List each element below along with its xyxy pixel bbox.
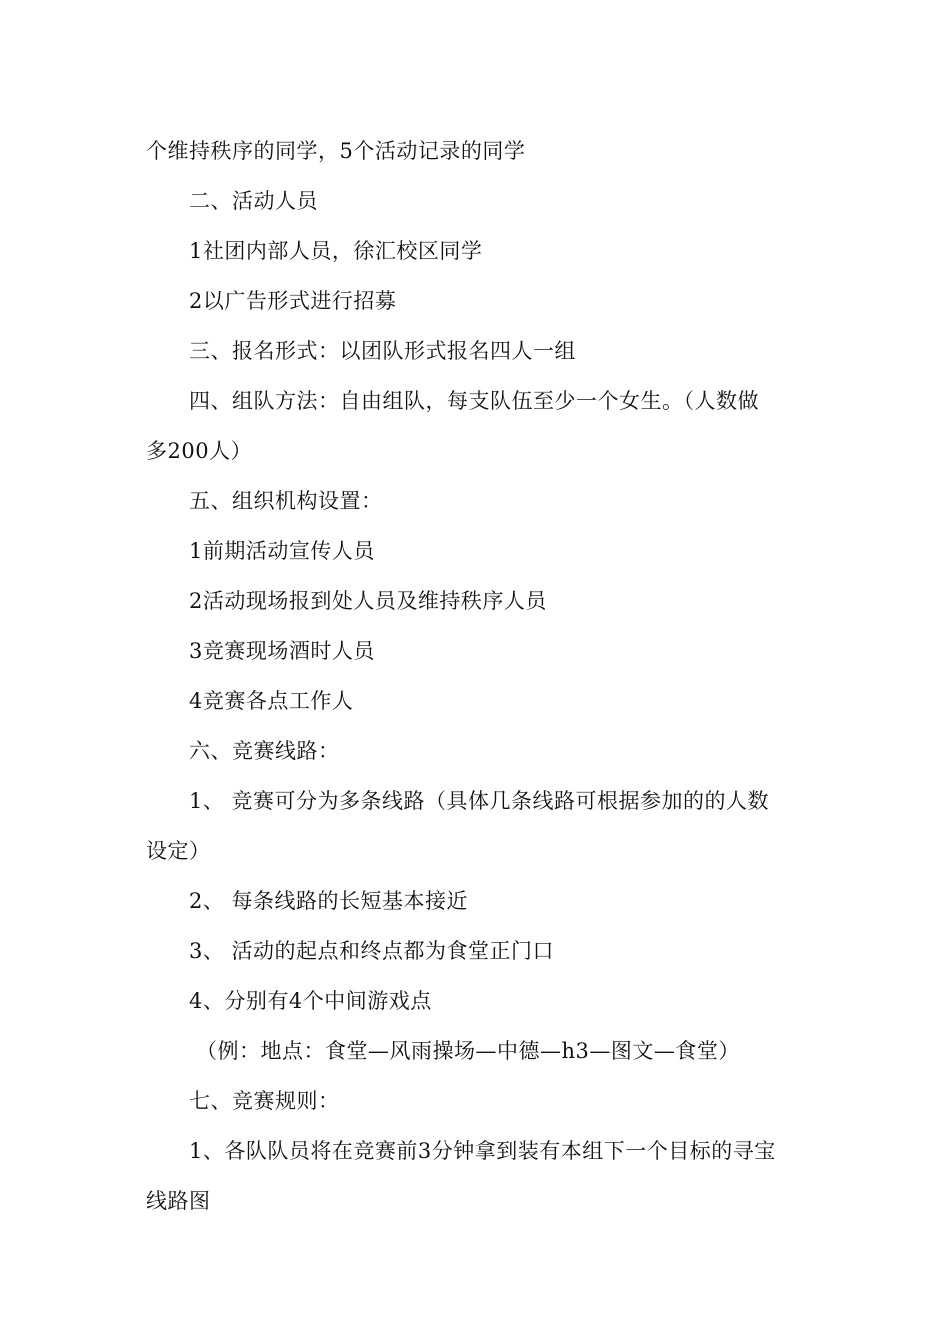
text-line: （例：地点：食堂—风雨操场—中德—h3—图文—食堂） <box>196 1039 740 1063</box>
text-line: 1、 竞赛可分为多条线路（具体几条线路可根据参加的的人数 <box>189 789 770 813</box>
text-line: 1社团内部人员，徐汇校区同学 <box>189 239 483 263</box>
section-heading: 六、竞赛线路： <box>189 739 340 763</box>
text-line: 4、分别有4个中间游戏点 <box>189 989 432 1013</box>
text-line: 2、 每条线路的长短基本接近 <box>189 889 469 913</box>
section-heading: 四、组队方法：自由组队，每支队伍至少一个女生。（人数做 <box>189 389 759 413</box>
text-line: 1、各队队员将在竞赛前3分钟拿到装有本组下一个目标的寻宝 <box>189 1139 776 1163</box>
section-heading: 三、报名形式：以团队形式报名四人一组 <box>189 339 576 363</box>
section-heading: 七、竞赛规则： <box>189 1089 340 1113</box>
section-heading: 二、活动人员 <box>189 189 318 213</box>
section-heading: 五、组织机构设置： <box>189 489 383 513</box>
text-line: 设定） <box>146 839 211 863</box>
text-line: 3、 活动的起点和终点都为食堂正门口 <box>189 939 555 963</box>
text-line: 多200人） <box>146 439 253 463</box>
text-line: 线路图 <box>146 1189 211 1213</box>
text-line: 2以广告形式进行招募 <box>189 289 397 313</box>
text-line: 3竞赛现场酒时人员 <box>189 639 375 663</box>
text-line: 2活动现场报到处人员及维持秩序人员 <box>189 589 547 613</box>
text-line: 4竞赛各点工作人 <box>189 689 354 713</box>
text-line: 个维持秩序的同学，5个活动记录的同学 <box>146 139 526 163</box>
text-line: 1前期活动宣传人员 <box>189 539 375 563</box>
